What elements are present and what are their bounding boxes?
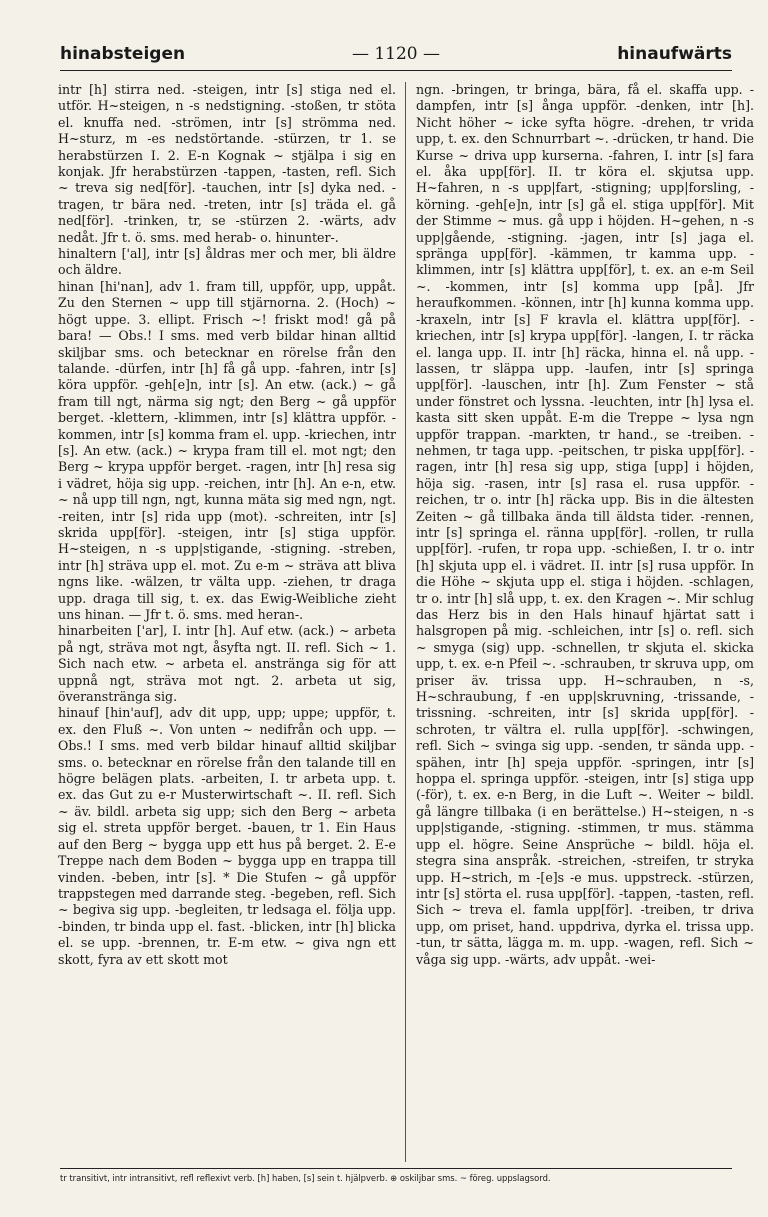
entry-hinaltern: hinaltern ['al], intr [s] åldras mer och mer, bli äldre och äldre. (58, 246, 396, 278)
left-column (58, 82, 396, 1162)
right-running-headword: hinaufwärts (617, 44, 732, 64)
entry-hinabsteigen-cont: intr [h] stirra ned. -steigen, intr [s] stiga ned el. utför. H~steigen, n -s nedstigning. -stoßen, tr stöta el. knuffa ned. -strömen, intr [s] strömma ned. H~sturz, m -es nedstörtande. -stürzen, tr 1. se herabstürzen I. 2. E-n Kognak ~ stjälpa i sig en konjak. Jfr herabstürzen -tappen, -tasten, refl. Sich ~ treva sig ned[för]. -tauchen, intr [s] dyka ned. -tragen, tr bära ned. -treten, intr [s] träda el. gå ned[för]. -trinken, tr, se -stürzen 2. -wärts, adv nedåt. Jfr t. ö. sms. med herab- o. hinunter-. (58, 82, 396, 245)
page-header (60, 40, 732, 71)
entry-hinarbeiten: hinarbeiten ['ar], I. intr [h]. Auf etw. (ack.) ~ arbeta på ngt, sträva mot ngt, åsyfta ngt. II. refl. Sich ~ 1. Sich nach etw. ~ arbeta el. anstränga sig för att uppnå ngt, sträva mot ngt. 2. arbeta ut sig, överanstränga sig. (58, 623, 396, 705)
abbreviation-footer: tr transitivt, intr intransitivt, refl reflexivt verb. [h] haben, [s] sein t. hjälpverb. ⊕ oskiljbar sms. ~ föreg. uppslagsord. (60, 1168, 732, 1184)
entry-hinan: hinan [hi'nan], adv 1. fram till, uppför, upp, uppåt. Zu den Sternen ~ upp till stjärnorna. 2. (Hoch) ~ högt uppe. 3. ellipt. Frisch ~! friskt mod! gå på bara! — Obs.! I sms. med verb bildar hinan alltid skiljbar sms. och betecknar en rörelse från den talande. -dürfen, intr [h] få gå upp. -fahren, intr [s] köra uppför. -geh[e]n, intr [s]. An etw. (ack.) ~ gå fram till ngt, närma sig ngt; den Berg ~ gå uppför berget. -klettern, -klimmen, intr [s] klättra uppför. -kommen, intr [s] komma fram el. upp. -kriechen, intr [s]. An etw. (ack.) ~ krypa fram till el. mot ngt; den Berg ~ krypa uppför berget. -ragen, intr [h] resa sig i vädret, höja sig upp. -reichen, intr [h]. An e-n, etw. ~ nå upp till ngn, ngt, kunna mäta sig med ngn, ngt. -reiten, intr [s] rida upp (mot). -schreiten, intr [s] skrida upp[för]. -steigen, intr [s] stiga uppför. H~steigen, n -s upp|stigande, -stigning. -streben, intr [h] sträva upp el. mot. Zu e-m ~ sträva att bliva ngns like. -wälzen, tr välta upp. -ziehen, tr draga upp. draga till sig, t. ex. das Ewig-Weibliche zieht uns hinan. — Jfr t. ö. sms. med heran-. (58, 278, 396, 622)
column-divider (405, 82, 406, 1162)
right-column (416, 82, 754, 1162)
entry-hinauf: hinauf [hin'auf], adv dit upp, upp; uppe; uppför, t. ex. den Fluß ~. Von unten ~ nedifrån och upp. — Obs.! I sms. med verb bildar hinauf alltid skiljbar sms. o. betecknar en rörelse från den talande till en högre belägen plats. -arbeiten, I. tr arbeta upp. t. ex. das Gut zu e-r Musterwirtschaft ~. II. refl. Sich ~ äv. bildl. arbeta sig upp; sich den Berg ~ arbeta sig el. streta uppför berget. -bauen, tr 1. Ein Haus auf den Berg ~ bygga upp ett hus på berget. 2. E-e Treppe nach dem Boden ~ bygga upp en trappa till vinden. -beben, intr [s]. * Die Stufen ~ gå uppför trappstegen med darrande steg. -begeben, refl. Sich ~ begiva sig upp. -begleiten, tr ledsaga el. följa upp. -binden, tr binda upp el. fast. -blicken, intr [h] blicka el. se upp. -brennen, tr. E-m etw. ~ giva ngn ett skott, fyra av ett skott mot (58, 705, 396, 967)
page-number: — 1120 — (351, 44, 441, 64)
left-running-headword: hinabsteigen (60, 44, 186, 64)
entry-hinauf-cont: ngn. -bringen, tr bringa, bära, få el. skaffa upp. -dampfen, intr [s] ånga uppför. -denken, intr [h]. Nicht höher ~ icke syfta högre. -drehen, tr vrida upp, t. ex. den Schnurrbart ~. -drücken, tr hand. Die Kurse ~ driva upp kurserna. -fahren, I. intr [s] fara el. åka upp[för]. II. tr köra el. skjutsa upp. H~fahren, n -s upp|fart, -stigning; upp|forsling, -körning. -geh[e]n, intr [s] gå el. stiga upp[för]. Mit der Stimme ~ mus. gå upp i höjden. H~gehen, n -s upp|gående, -stigning. -jagen, intr [s] jaga el. spränga upp[för]. -kämmen, tr kamma upp. -klimmen, intr [s] klättra upp[för], t. ex. an e-m Seil ~. -kommen, intr [s] komma upp [på]. Jfr heraufkommen. -können, intr [h] kunna komma upp. -kraxeln, intr [s] F kravla el. klättra upp[för]. -kriechen, intr [s] krypa upp[för]. -langen, I. tr räcka el. langa upp. II. intr [h] räcka, hinna el. nå upp. -lassen, tr släppa upp. -laufen, intr [s] springa upp[för]. -lauschen, intr [h]. Zum Fenster ~ stå under fönstret och lyssna. -leuchten, intr [h] lysa el. kasta sitt sken uppåt. E-m die Treppe ~ lysa ngn uppför trappan. -markten, tr hand., se -treiben. -nehmen, tr taga upp. -peitschen, tr piska upp[för]. -ragen, intr [h] resa sig upp, stiga [upp] i höjden, höja sig. -rasen, intr [s] rasa el. rusa uppför. -reichen, tr o. intr [h] räcka upp. Bis in die ältesten Zeiten ~ gå tillbaka ända till äldsta tider. -rennen, intr [s] springa el. ränna upp[för]. -rollen, tr rulla upp[för]. -rufen, tr ropa upp. -schießen, I. tr o. intr [h] skjuta upp el. i vädret. II. intr [s] rusa uppför. In die Höhe ~ skjuta upp el. stiga i höjden. -schlagen, tr o. intr [h] slå upp, t. ex. den Kragen ~. Mir schlug das Herz bis in den Hals hinauf hjärtat satt i halsgropen på mig. -schleichen, intr [s] o. refl. sich ~ smyga (sig) upp. -schnellen, tr skjuta el. skicka upp, t. ex. e-n Pfeil ~. -schrauben, tr skruva upp, om priser äv. trissa upp. H~schrauben, n -s, H~schraubung, f -en upp|skruvning, -trissande, -trissning. -schreiten, intr [s] skrida upp[för]. -schroten, tr vältra el. rulla upp[för]. -schwingen, refl. Sich ~ svinga sig upp. -senden, tr sända upp. -spähen, intr [h] speja uppför. -springen, intr [s] hoppa el. springa uppför. -steigen, intr [s] stiga upp (-för), t. ex. e-n Berg, in die Luft ~. Weiter ~ bildl. gå längre tillbaka (i en berättelse.) H~steigen, n -s upp|stigande, -stigning. -stimmen, tr mus. stämma upp el. högre. Seine Ansprüche ~ bildl. höja el. stegra sina anspråk. -streichen, -streifen, tr stryka upp. H~strich, m -[e]s -e mus. uppstreck. -stürzen, intr [s] störta el. rusa upp[för]. -tappen, -tasten, refl. Sich ~ treva el. famla upp[för]. -treiben, tr driva upp, om priset, hand. uppdriva, dyrka el. trissa upp. -tun, tr sätta, lägga m. m. upp. -wagen, refl. Sich ~ våga sig upp. -wärts, adv uppåt. -wei- (416, 82, 754, 967)
